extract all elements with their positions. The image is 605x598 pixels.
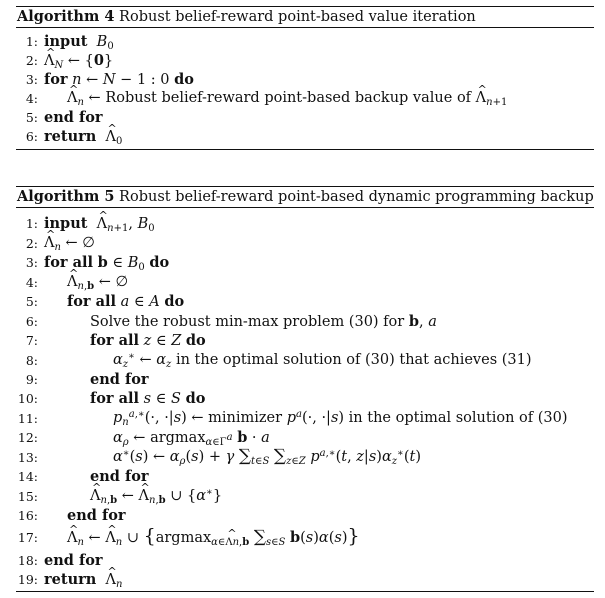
line-number: 7: [25, 333, 38, 348]
line-text: argmax [155, 530, 212, 546]
line-number: 10: [17, 391, 38, 406]
line-text-2: in the optimal solution of (30) [348, 410, 568, 426]
line-number: 19: [17, 572, 38, 587]
keyword-do: do [149, 254, 170, 271]
alg4-line-3: 3: for n ← N − 1 : 0 do [16, 70, 594, 89]
keyword: for all [44, 254, 94, 271]
line-text: argmax [150, 430, 206, 446]
alg5-line-9 [16, 370, 594, 389]
algorithm-5 [16, 186, 594, 592]
line-number: 4: [25, 275, 38, 290]
alg5-line-12: 12: $\alpha_\rho$ ← argmax$_{\alpha\in\Gamma^a}$ b · a [17, 429, 270, 448]
line-number: 1: [25, 216, 38, 231]
keyword: end for [44, 552, 103, 569]
keyword: input [44, 33, 88, 50]
alg5-line-18 [16, 551, 594, 570]
line-number: 16: [17, 508, 38, 523]
line-number: 3: [25, 72, 38, 87]
algorithm-4 [16, 6, 594, 150]
algorithm-5-title: Robust belief-reward point-based dynamic programming backup [119, 189, 594, 205]
keyword-do: do [174, 71, 194, 88]
line-text: Solve the robust min-max problem (30) for [90, 314, 405, 330]
keyword: end for [90, 468, 149, 485]
line-number: 9: [25, 372, 38, 387]
alg5-line-10: 10: for all s ∈ S do [17, 390, 206, 407]
keyword-do: do [185, 390, 206, 407]
line-number: 2: [25, 236, 38, 251]
line-number: 15: [17, 489, 38, 504]
line-text: Robust belief-reward point-based backup value of [105, 90, 472, 106]
line-number: 14: [17, 469, 38, 484]
line-number: 12: [17, 430, 38, 445]
keyword: return [44, 571, 97, 588]
alg5-line-15: 15: ^ $\Lambda_{n,b}$ ← ^ $\Lambda_{n,b}$ ∪ {α∗} [16, 487, 594, 506]
line-text: in the optimal solution of (30) that achieves (31) [175, 352, 532, 368]
keyword: for all [90, 390, 140, 407]
line-number: 3: [25, 255, 38, 270]
line-number: 6: [25, 314, 38, 329]
alg5-line-13: 13: α∗(s) ← $\alpha_\rho(s) + \gamma$ $\sum_{t\in S}$ $\sum_{z\in Z}$ $p^{a,∗}(t$, $z|s)\alpha_z^∗(t)$ [17, 446, 421, 467]
alg4-line-6: 6: return ^ $\Lambda_0$ [16, 127, 594, 146]
line-number: 11: [17, 411, 38, 426]
line-number: 5: [25, 294, 38, 309]
line-number: 4: [25, 91, 38, 106]
keyword: for all [67, 293, 117, 310]
line-number: 18: [17, 553, 38, 568]
keyword: end for [44, 109, 103, 126]
keyword: end for [90, 371, 149, 388]
keyword: return [44, 128, 97, 145]
line-number: 5: [25, 110, 38, 125]
algorithm-4-header [16, 7, 594, 28]
alg5-line-2: 2: ^ $\Lambda_n$ ← ∅ [16, 234, 594, 253]
line-number: 2: [25, 53, 38, 68]
alg4-line-1: 1: input $B_0$ [16, 32, 594, 51]
alg5-line-19: 19: return ^ $\Lambda_n$ [16, 570, 594, 589]
line-number: 17: [17, 530, 38, 545]
keyword: for all [90, 332, 140, 349]
keyword: input [44, 215, 88, 232]
alg5-line-16 [16, 506, 594, 525]
algorithm-5-header [16, 187, 594, 208]
alg5-line-1: 1: input ^ $\Lambda_{n+1}$, $B_0$ [16, 214, 594, 233]
line-number: 13: [17, 450, 38, 465]
line-number: 8: [25, 353, 38, 368]
keyword-do: do [164, 293, 185, 310]
alg5-line-14 [16, 467, 594, 486]
keyword-do: do [185, 332, 206, 349]
line-text: minimizer [208, 410, 283, 426]
alg5-line-8: 8: $\alpha_z^∗$ ← $\alpha_z$ in the optimal solution of (30) that achieves (31) [16, 351, 594, 370]
algorithm-4-label: Algorithm 4 [17, 8, 115, 25]
keyword: for [44, 71, 68, 88]
alg5-line-7: 7: for all z ∈ Z do [16, 331, 594, 350]
alg5-line-5: 5: for all a ∈ A do [16, 292, 594, 311]
alg5-line-4: 4: ^ $\Lambda_{n,b}$ ← ∅ [16, 273, 594, 292]
algorithm-5-label: Algorithm 5 [17, 188, 115, 205]
alg4-line-4: 4: ^ $\Lambda_n$ ← Robust belief-reward point-based backup value of ^ $\Lambda_{n+1}$ [16, 89, 594, 108]
alg5-line-6: 6: Solve the robust min-max problem (30) for b, a [16, 312, 594, 331]
line-number: 6: [25, 129, 38, 144]
keyword: end for [67, 507, 126, 524]
alg4-line-2: 2: ^ $\Lambda_N$ ← {0} [16, 51, 594, 70]
algorithm-4-title: Robust belief-reward point-based value iteration [119, 9, 476, 25]
alg5-line-3: 3: for all b ∈ $B_0$ do [16, 253, 594, 272]
alg5-line-17: 17: ^ $\Lambda_n$ ← ^ $\Lambda_n$ ∪ {argmax$_{\alpha\in\Lambda n,b}$ $\sum_{s\in S}$ b(s)α(s)} [16, 528, 594, 547]
alg4-line-5 [16, 108, 594, 127]
line-number: 1: [25, 34, 38, 49]
alg5-line-11: 11: $p_n^{a,∗}(\cdot$, ·|s) ← minimizer $p^a(\cdot$, ·|s) in the optimal solution of (30) [17, 409, 568, 428]
